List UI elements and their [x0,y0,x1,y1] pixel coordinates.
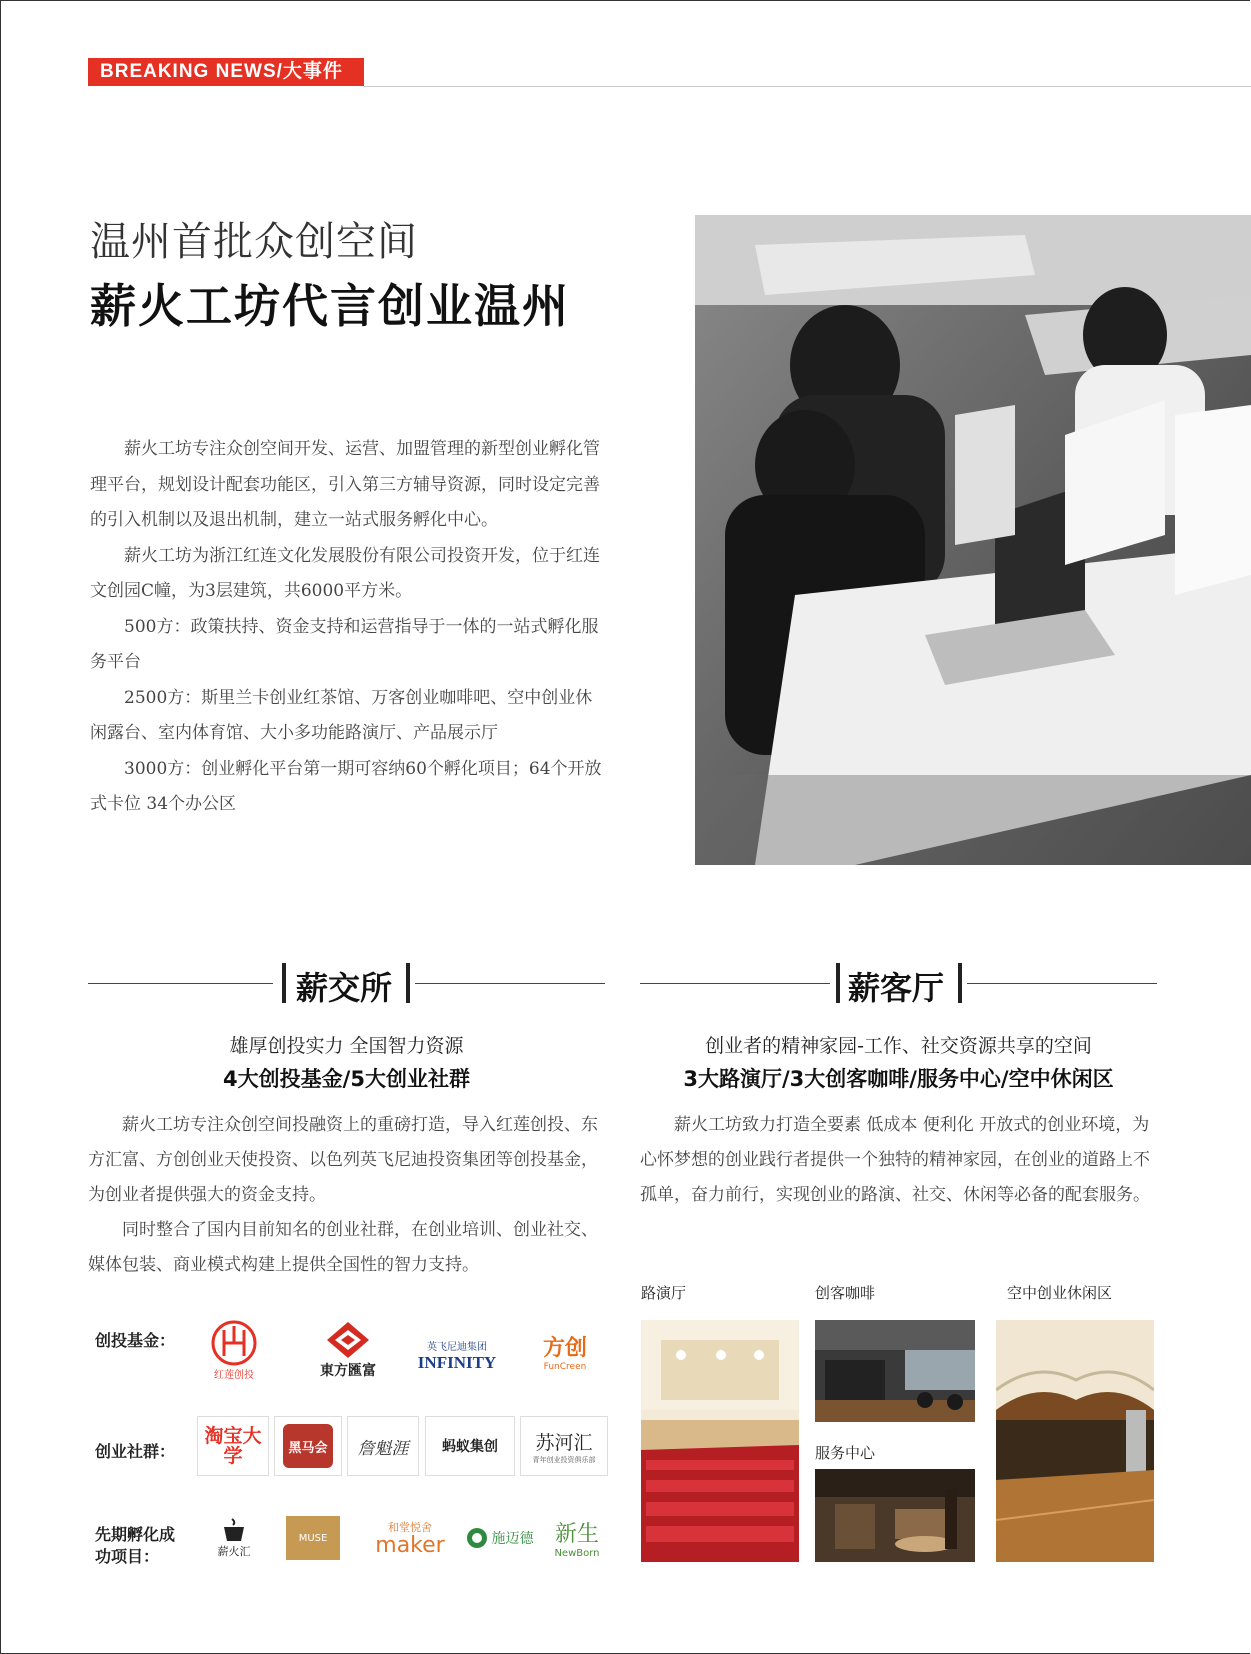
right-section-rule [640,983,830,984]
right-section-title: 薪客厅 [848,969,945,1007]
shimaide-icon [465,1526,489,1550]
intro-paragraph: 3000方：创业孵化平台第一期可容纳60个孵化项目；64个开放式卡位 34个办公区 [90,758,602,814]
service-center-photo [815,1469,975,1562]
intro-paragraph: 500方：政策扶持、资金支持和运营指导于一体的一站式孵化服务平台 [90,616,599,672]
article-subtitle: 温州首批众创空间 [90,219,418,265]
left-paragraph: 同时整合了国内目前知名的创业社群，在创业培训、创业社交、媒体包装、商业模式构建上提供全国性的智力支持。 [88,1220,598,1275]
hongLian-icon [209,1320,259,1366]
right-highlight: 3大路演厅/3大创客咖啡/服务中心/空中休闲区 [683,1067,1114,1091]
fangchuang-logo [520,1328,610,1374]
xinhuohui-logo [205,1512,263,1564]
muse-logo: MUSE [286,1516,340,1560]
hongLian-label: 红莲创投 [214,1369,254,1381]
caption-service: 服务中心 [815,1444,876,1462]
caption-roadshow: 路演厅 [641,1284,687,1302]
left-highlight: 4大创投基金/5大创业社群 [223,1067,470,1091]
intro-text [90,432,605,823]
heimahui-logo [274,1416,342,1476]
suhehui-logo [520,1416,608,1476]
intro-paragraph: 薪火工坊专注众创空间开发、运营、加盟管理的新型创业孵化管理平台，规划设计配套功能区，引入第三方辅导资源，同时设定完善的引入机制以及退出机制，建立一站式服务孵化中心。 [90,439,600,530]
zhankuiya-logo: 詹魁涯 [347,1416,419,1476]
infinity-subtext: 英飞尼迪集团 [427,1341,487,1353]
left-tagline: 雄厚创投实力 全国智力资源 [229,1035,464,1057]
left-section-rule [415,983,605,984]
xinhuohui-label: 薪火汇 [217,1545,251,1558]
right-section-rule [967,983,1157,984]
right-tagline: 创业者的精神家园-工作、社交资源共享的空间 [705,1035,1092,1057]
sky-lounge-photo [996,1320,1154,1562]
article-title: 薪火工坊代言创业温州 [90,279,570,333]
left-body [88,1108,608,1283]
right-section-bar [958,963,962,1003]
left-section-title: 薪交所 [296,969,393,1007]
fangchuang-subtext: FunCreen [543,1361,587,1372]
fangchuang-label: 方创 [542,1335,587,1361]
dongfang-label: 東方匯富 [320,1363,376,1379]
left-paragraph: 薪火工坊专注众创空间投融资上的重磅打造，导入红莲创投、东方汇富、方创创业天使投资、以色列英飞尼迪投资集团等创投基金，为创业者提供强大的资金支持。 [88,1115,598,1205]
newborn-subtext: NewBorn [554,1548,600,1559]
incubation-row-label: 先期孵化成功项目： [95,1525,176,1566]
shimaide-label: 施迈德 [491,1531,534,1547]
community-row-label: 创业社群： [95,1442,176,1461]
dongfang-logo [308,1316,388,1384]
intro-paragraph: 2500方：斯里兰卡创业红茶馆、万客创业咖啡吧、空中创业休闲露台、室内体育馆、大小多功能路演厅、产品展示厅 [90,687,593,743]
newborn-label: 新生 [554,1522,599,1547]
coworking-photo [695,215,1251,865]
right-body [640,1108,1158,1213]
suhehui-subtext: 青年创业投资俱乐部 [532,1455,596,1464]
cup-icon [220,1517,248,1543]
maker-subtext: 和堂悦舍 [388,1521,432,1534]
newborn-logo [546,1512,608,1564]
left-section-bar [282,963,286,1003]
section-header: BREAKING NEWS/大事件 [88,58,364,86]
infinity-label: INFINITY [417,1352,497,1372]
maker-cafe-photo [815,1320,975,1422]
left-section-bar [406,963,410,1003]
heimahui-badge: 黑马会 [283,1424,333,1468]
hongLian-logo [200,1316,268,1384]
caption-lounge: 空中创业休闲区 [1007,1284,1113,1302]
suhehui-label: 苏河汇 [535,1431,593,1454]
mayi-jichuang-logo: 蚂蚁集创 [425,1416,515,1476]
taobao-university-logo: 淘宝大学 [197,1416,269,1476]
intro-paragraph: 薪火工坊为浙江红连文化发展股份有限公司投资开发，位于红连文创园C幢，为3层建筑，共6000平方米。 [90,545,600,601]
maker-label: maker [375,1533,445,1558]
header-divider [364,86,1251,87]
roadshow-hall-photo [641,1320,799,1562]
dongfang-icon [325,1320,371,1360]
fund-row-label: 创投基金： [95,1331,176,1350]
right-section-bar [836,963,840,1003]
shimaide-logo [458,1514,540,1562]
infinity-logo [402,1330,512,1380]
maker-logo [370,1512,450,1564]
right-paragraph: 薪火工坊致力打造全要素 低成本 便利化 开放式的创业环境，为心怀梦想的创业践行者提供一个独特的精神家园，在创业的道路上不孤单，奋力前行，实现创业的路演、社交、休闲等必备的配套服务。 [640,1115,1150,1205]
caption-cafe: 创客咖啡 [815,1284,876,1302]
left-section-rule [88,983,273,984]
